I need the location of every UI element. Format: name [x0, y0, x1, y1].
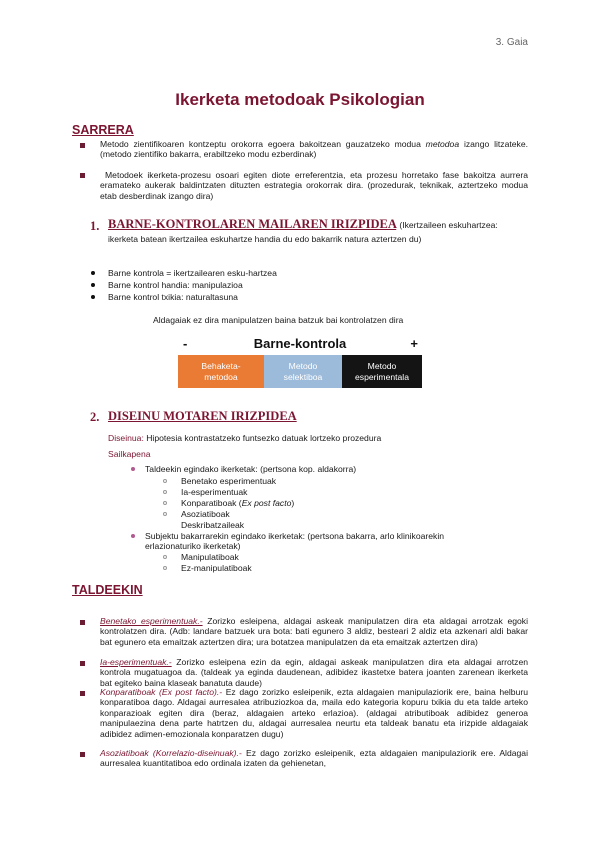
bullet-circle-icon — [163, 512, 167, 516]
scale-plus: + — [410, 336, 418, 351]
section1-number: 1. — [90, 219, 100, 233]
section1-heading: BARNE-KONTROLAREN MAILAREN IRIZPIDEA — [108, 217, 397, 231]
section1-note: Aldagaiak ez dira manipulatzen baina batzuk bai kontrolatzen dira — [153, 315, 404, 325]
subitem-konparatiboak: Konparatiboak (Ex post facto) — [181, 498, 295, 508]
bullet-square-icon — [80, 661, 85, 666]
barne-kontrola-scale — [178, 335, 422, 389]
subitem: Ia-esperimentuak — [181, 487, 248, 497]
scale-box-esperimentala: Metodo esperimentala — [342, 355, 422, 388]
bullet-square-icon — [80, 691, 85, 696]
bullet-dot-icon — [131, 467, 135, 471]
section2-number: 2. — [90, 410, 100, 424]
taldeekin-item-4: Asoziatiboak (Korrelazio-diseinuak).- Ez dago zorizko esleipenik, ezta aldagaien manipulaziorik ere. Aldagai aurresalea kuantitatiboa edo ordinala izaten da gehienetan, — [100, 748, 528, 769]
section2-heading-block — [108, 409, 297, 424]
bullet-dot-icon — [91, 283, 95, 287]
scale-box-behaketa: Behaketa-metodoa — [178, 355, 264, 388]
section1-bullet: Barne kontrola = ikertzailearen esku-hartzea — [108, 268, 277, 278]
scale-minus: - — [183, 336, 188, 351]
bullet-circle-icon — [163, 490, 167, 494]
sailkapena-label: Sailkapena — [108, 449, 151, 459]
scale-label: Barne-kontrola — [253, 336, 347, 351]
section1-heading-block — [108, 218, 528, 246]
diseinua-line: Diseinua: Hipotesia kontrastatzeko funtsezko datuak lortzeko prozedura — [108, 433, 382, 443]
group-subjektu: Subjektu bakarrarekin egindako ikerketak: (pertsona bakarra, arlo klinikoarekin erlazionaturiko ikerketak) — [145, 531, 445, 552]
section1-bullet: Barne kontrol handia: manipulazioa — [108, 280, 243, 290]
chapter-label: 3. Gaia — [495, 37, 528, 48]
bullet-square-icon — [80, 620, 85, 625]
subitem: Ez-manipulatiboak — [181, 563, 252, 573]
scale-box-selektiboa: Metodo selektiboa — [264, 355, 342, 388]
bullet-square-icon — [80, 173, 85, 178]
taldeekin-heading: TALDEEKIN — [72, 583, 143, 597]
group-taldeekin: Taldeekin egindako ikerketak: (pertsona kop. aldakorra) — [145, 464, 357, 474]
taldeekin-item-1: Benetako esperimentuak.- Zorizko esleipena, aldagai askeak manipulatzen dira eta aldagai arrotzak egoki kontrolatzen dira. (Adb: landare batzuek ura bota: bati egunero 3 aldiz, besteari 2 aldiz eta azkenari aldi bakar bat egunero eta emaitzak aztertzen dira; ura botatzea manipulatzen da eta emaitzak aztertzen dira) — [100, 616, 528, 647]
subitem: Asoziatiboak — [181, 509, 230, 519]
subitem: Deskribatzaileak — [181, 520, 245, 530]
subitem: Manipulatiboak — [181, 552, 239, 562]
sarrera-item-1: Metodo zientifikoaren kontzeptu orokorra egoera bakoitzean gauzatzeko modua metodoa izango litzateke.(metodo zientifiko bakarra, erabiltzeko modu ezberdinak) — [100, 139, 528, 160]
taldeekin-item-2: Ia-esperimentuak.- Zorizko esleipena ezin da egin, aldagai askeak manipulatzen dira eta aldagai arrotzen kontrola mugatuagoa da. (taldeak ya eginda daudenean, adibidez ikastetxe batera joanten zarenean ikerketa bat egiteko baina klaseak banatuta daude) — [100, 657, 528, 688]
page-title: Ikerketa metodoak Psikologian — [175, 90, 425, 109]
section2-heading: DISEINU MOTAREN IRIZPIDEA — [108, 409, 297, 423]
sarrera-heading: SARRERA — [72, 123, 134, 137]
bullet-square-icon — [80, 752, 85, 757]
bullet-square-icon — [80, 143, 85, 148]
section1-bullet: Barne kontrol txikia: naturaltasuna — [108, 292, 238, 302]
bullet-circle-icon — [163, 479, 167, 483]
sarrera-item-2: Metodoek ikerketa-prozesu osoari egiten diote erreferentzia, eta prozesu horretako fase bakoitza aurrera eramateko aukerak baldintzaten dituzten estrategia orokorrak dira. (prozedurak, teknikak, aztertzeko modua etab desberdinak izango dira) — [100, 170, 528, 201]
taldeekin-item-3: Konparatiboak (Ex post facto).- Ez dago zorizko esleipenik, ezta aldagaien manipulaziorik ere, baina helburu konparatiboa dago. Aldagai aurresalea atribuziozkoa da, maila edo kategoria kopuru txikia du eta talde arteko konparazioak egiten dira (beraz, aldagaien arteko erlazioa). (aldagai atributiboak adibidez generoa manipulaezina dena parte hatrtzen du, aldagai aurresalea neurtu eta taldeak banatu eta irizpide aldagaiak adibidez adimen-emozionala konparatzen dugu) — [100, 687, 528, 739]
bullet-circle-icon — [163, 555, 167, 559]
bullet-dot-icon — [91, 295, 95, 299]
bullet-dot-icon — [131, 534, 135, 538]
section1-paren: (Ikertzaileen eskuhartzea: ikerketa batean ikertzailea eskuhartze handia du edo bakarrik natura aztertzen du) — [108, 220, 498, 244]
bullet-circle-icon — [163, 566, 167, 570]
diseinua-label: Diseinua: — [108, 433, 144, 443]
bullet-circle-icon — [163, 501, 167, 505]
bullet-dot-icon — [91, 271, 95, 275]
subitem: Benetako esperimentuak — [181, 476, 277, 486]
